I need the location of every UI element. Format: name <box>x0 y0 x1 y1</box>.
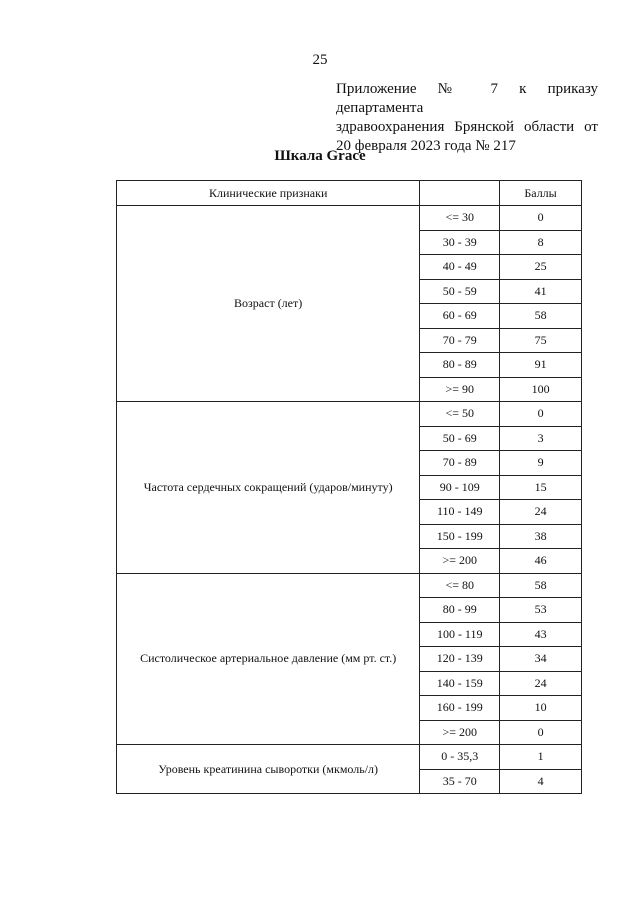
score-cell: 0 <box>500 206 582 231</box>
score-cell: 15 <box>500 475 582 500</box>
score-cell: 41 <box>500 279 582 304</box>
score-cell: 1 <box>500 745 582 770</box>
header-score: Баллы <box>500 181 582 206</box>
score-cell: 43 <box>500 622 582 647</box>
range-cell: 50 - 59 <box>420 279 500 304</box>
score-cell: 75 <box>500 328 582 353</box>
range-cell: 140 - 159 <box>420 671 500 696</box>
score-cell: 10 <box>500 696 582 721</box>
range-cell: 150 - 199 <box>420 524 500 549</box>
range-cell: 0 - 35,3 <box>420 745 500 770</box>
score-cell: 4 <box>500 769 582 794</box>
range-cell: 60 - 69 <box>420 304 500 329</box>
range-cell: <= 30 <box>420 206 500 231</box>
appendix-line: 20 февраля 2023 года № 217 <box>336 138 516 154</box>
range-cell: 120 - 139 <box>420 647 500 672</box>
page-number: 25 <box>312 52 328 68</box>
appendix-line: Приложение № 7 к приказу департамента <box>336 81 598 116</box>
score-cell: 24 <box>500 671 582 696</box>
range-cell: 110 - 149 <box>420 500 500 525</box>
score-cell: 0 <box>500 402 582 427</box>
range-cell: <= 50 <box>420 402 500 427</box>
table-row <box>117 206 582 231</box>
feature-cell: Систолическое артериальное давление (мм рт. ст.) <box>117 573 420 745</box>
range-cell: <= 80 <box>420 573 500 598</box>
score-cell: 58 <box>500 304 582 329</box>
range-cell: >= 200 <box>420 720 500 745</box>
range-cell: 35 - 70 <box>420 769 500 794</box>
table-row <box>117 573 582 598</box>
score-cell: 38 <box>500 524 582 549</box>
feature-cell: Возраст (лет) <box>117 206 420 402</box>
score-cell: 9 <box>500 451 582 476</box>
range-cell: 70 - 89 <box>420 451 500 476</box>
table-row <box>117 745 582 770</box>
grace-score-table <box>116 180 582 794</box>
range-cell: 80 - 99 <box>420 598 500 623</box>
score-cell: 3 <box>500 426 582 451</box>
range-cell: 160 - 199 <box>420 696 500 721</box>
range-cell: 90 - 109 <box>420 475 500 500</box>
range-cell: 80 - 89 <box>420 353 500 378</box>
score-cell: 8 <box>500 230 582 255</box>
score-cell: 53 <box>500 598 582 623</box>
score-cell: 100 <box>500 377 582 402</box>
score-cell: 0 <box>500 720 582 745</box>
range-cell: 50 - 69 <box>420 426 500 451</box>
range-cell: >= 90 <box>420 377 500 402</box>
table-header-row <box>117 181 582 206</box>
range-cell: 30 - 39 <box>420 230 500 255</box>
appendix-note <box>336 80 598 156</box>
table-body <box>117 206 582 794</box>
header-feature: Клинические признаки <box>117 181 420 206</box>
score-cell: 91 <box>500 353 582 378</box>
document-title: Шкала Grace <box>274 148 366 164</box>
score-cell: 25 <box>500 255 582 280</box>
range-cell: 40 - 49 <box>420 255 500 280</box>
score-cell: 34 <box>500 647 582 672</box>
feature-cell: Частота сердечных сокращений (ударов/минуту) <box>117 402 420 574</box>
header-range <box>420 181 500 206</box>
score-cell: 58 <box>500 573 582 598</box>
range-cell: 70 - 79 <box>420 328 500 353</box>
range-cell: 100 - 119 <box>420 622 500 647</box>
appendix-line: здравоохранения Брянской области от <box>336 119 598 135</box>
table-row <box>117 402 582 427</box>
feature-cell: Уровень креатинина сыворотки (мкмоль/л) <box>117 745 420 794</box>
range-cell: >= 200 <box>420 549 500 574</box>
score-cell: 24 <box>500 500 582 525</box>
score-cell: 46 <box>500 549 582 574</box>
